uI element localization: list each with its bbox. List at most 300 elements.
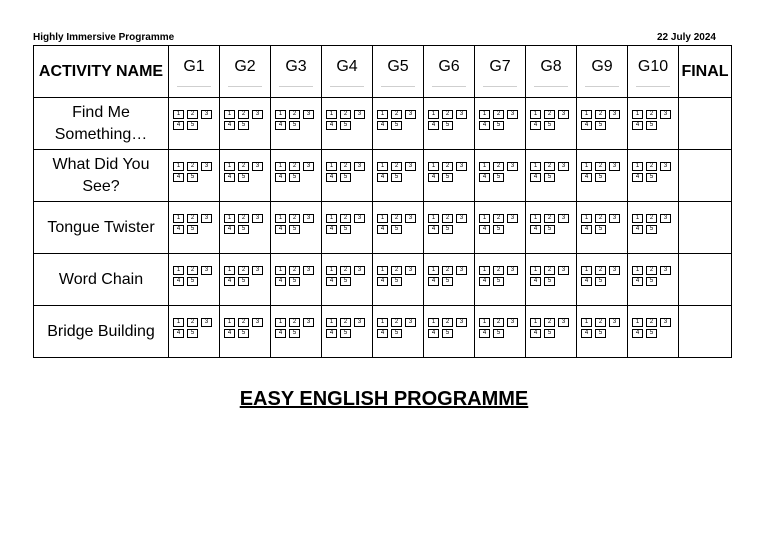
score-box-group [275,162,316,180]
score-option-1[interactable]: 1 [275,110,286,119]
score-option-1[interactable]: 1 [224,162,235,171]
score-option-4[interactable]: 4 [581,277,592,286]
score-box-group [224,266,265,284]
score-option-1[interactable]: 1 [326,214,337,223]
score-option-5[interactable]: 5 [493,225,504,234]
score-option-4[interactable]: 4 [632,173,643,182]
score-option-1[interactable]: 1 [326,266,337,275]
score-option-4[interactable]: 4 [530,173,541,182]
score-box-group [530,110,571,128]
score-option-4[interactable]: 4 [326,225,337,234]
score-option-5[interactable]: 5 [544,173,555,182]
score-option-5[interactable]: 5 [646,173,657,182]
score-option-1[interactable]: 1 [173,162,184,171]
score-cell [628,306,679,358]
activity-row [34,98,732,150]
final-score-cell[interactable] [679,306,732,358]
score-option-4[interactable]: 4 [173,329,184,338]
score-option-3[interactable]: 3 [354,214,365,223]
score-option-1[interactable]: 1 [581,162,592,171]
score-option-2[interactable]: 2 [391,266,402,275]
score-option-5[interactable]: 5 [238,121,249,130]
score-option-5[interactable]: 5 [544,225,555,234]
score-option-3[interactable]: 3 [456,110,467,119]
score-option-4[interactable]: 4 [479,329,490,338]
score-option-1[interactable]: 1 [326,110,337,119]
score-option-1[interactable]: 1 [479,110,490,119]
score-option-5[interactable]: 5 [595,329,606,338]
score-option-2[interactable]: 2 [442,266,453,275]
score-option-4[interactable]: 4 [530,277,541,286]
score-option-2[interactable]: 2 [493,162,504,171]
score-option-5[interactable]: 5 [391,225,402,234]
score-option-1[interactable]: 1 [632,162,643,171]
score-option-2[interactable]: 2 [544,266,555,275]
score-option-4[interactable]: 4 [275,329,286,338]
score-option-5[interactable]: 5 [340,121,351,130]
score-option-2[interactable]: 2 [340,266,351,275]
score-option-3[interactable]: 3 [558,266,569,275]
score-option-4[interactable]: 4 [377,277,388,286]
score-option-1[interactable]: 1 [428,266,439,275]
score-box-group [173,266,214,284]
score-option-4[interactable]: 4 [326,173,337,182]
score-option-5[interactable]: 5 [544,329,555,338]
score-option-3[interactable]: 3 [456,318,467,327]
score-option-1[interactable]: 1 [479,162,490,171]
score-option-5[interactable]: 5 [595,121,606,130]
score-option-4[interactable]: 4 [224,121,235,130]
score-option-5[interactable]: 5 [238,277,249,286]
final-score-cell[interactable] [679,98,732,150]
score-option-5[interactable]: 5 [187,277,198,286]
score-option-2[interactable]: 2 [289,214,300,223]
score-option-4[interactable]: 4 [173,225,184,234]
score-option-2[interactable]: 2 [493,110,504,119]
score-option-3[interactable]: 3 [354,318,365,327]
score-option-2[interactable]: 2 [595,110,606,119]
score-option-1[interactable]: 1 [275,266,286,275]
score-option-3[interactable]: 3 [405,266,416,275]
score-option-1[interactable]: 1 [224,110,235,119]
score-option-5[interactable]: 5 [493,173,504,182]
score-option-1[interactable]: 1 [530,110,541,119]
score-option-3[interactable]: 3 [201,162,212,171]
score-option-2[interactable]: 2 [544,162,555,171]
score-option-3[interactable]: 3 [609,110,620,119]
score-option-3[interactable]: 3 [252,110,263,119]
score-option-3[interactable]: 3 [303,110,314,119]
score-option-3[interactable]: 3 [201,318,212,327]
score-box-group [326,214,367,232]
score-option-3[interactable]: 3 [252,266,263,275]
score-option-2[interactable]: 2 [493,266,504,275]
score-option-1[interactable]: 1 [530,266,541,275]
score-cell [373,150,424,202]
score-option-3[interactable]: 3 [507,318,518,327]
score-option-4[interactable]: 4 [326,329,337,338]
score-cell [220,306,271,358]
score-option-4[interactable]: 4 [224,225,235,234]
score-option-5[interactable]: 5 [289,329,300,338]
score-option-4[interactable]: 4 [479,225,490,234]
score-option-5[interactable]: 5 [595,277,606,286]
score-option-2[interactable]: 2 [238,110,249,119]
score-option-3[interactable]: 3 [558,110,569,119]
score-option-3[interactable]: 3 [456,266,467,275]
score-option-5[interactable]: 5 [442,173,453,182]
score-option-2[interactable]: 2 [187,110,198,119]
score-option-3[interactable]: 3 [456,214,467,223]
score-option-4[interactable]: 4 [275,225,286,234]
score-option-4[interactable]: 4 [377,329,388,338]
score-option-4[interactable]: 4 [224,277,235,286]
score-option-2[interactable]: 2 [238,318,249,327]
score-option-3[interactable]: 3 [252,162,263,171]
score-option-3[interactable]: 3 [609,318,620,327]
score-option-2[interactable]: 2 [340,214,351,223]
score-option-4[interactable]: 4 [377,225,388,234]
score-option-3[interactable]: 3 [405,214,416,223]
score-option-4[interactable]: 4 [275,277,286,286]
score-option-4[interactable]: 4 [173,277,184,286]
score-option-1[interactable]: 1 [632,266,643,275]
score-option-5[interactable]: 5 [595,173,606,182]
score-option-1[interactable]: 1 [479,266,490,275]
score-option-4[interactable]: 4 [581,173,592,182]
score-option-2[interactable]: 2 [289,162,300,171]
group-underline [534,86,568,87]
score-option-4[interactable]: 4 [275,173,286,182]
score-option-2[interactable]: 2 [646,110,657,119]
score-cell [424,306,475,358]
score-option-5[interactable]: 5 [646,121,657,130]
score-option-2[interactable]: 2 [238,266,249,275]
score-cell [577,150,628,202]
score-option-3[interactable]: 3 [507,214,518,223]
score-option-1[interactable]: 1 [581,318,592,327]
group-underline [636,86,670,87]
score-cell [526,254,577,306]
score-option-3[interactable]: 3 [252,318,263,327]
score-option-3[interactable]: 3 [660,318,671,327]
score-option-4[interactable]: 4 [428,173,439,182]
score-option-4[interactable]: 4 [479,277,490,286]
score-option-4[interactable]: 4 [275,121,286,130]
score-option-2[interactable]: 2 [340,318,351,327]
score-option-2[interactable]: 2 [595,214,606,223]
score-option-1[interactable]: 1 [173,266,184,275]
score-option-2[interactable]: 2 [187,214,198,223]
score-option-1[interactable]: 1 [428,162,439,171]
score-option-4[interactable]: 4 [632,277,643,286]
group-underline [228,86,262,87]
score-option-3[interactable]: 3 [201,214,212,223]
score-option-1[interactable]: 1 [530,214,541,223]
activity-name: What Did You See? [34,150,169,202]
score-option-1[interactable]: 1 [581,266,592,275]
score-option-1[interactable]: 1 [530,318,541,327]
score-option-3[interactable]: 3 [507,162,518,171]
score-cell [271,254,322,306]
score-option-2[interactable]: 2 [442,162,453,171]
score-option-2[interactable]: 2 [646,266,657,275]
score-option-3[interactable]: 3 [558,162,569,171]
score-option-4[interactable]: 4 [428,329,439,338]
score-option-5[interactable]: 5 [646,277,657,286]
score-option-4[interactable]: 4 [632,225,643,234]
score-option-2[interactable]: 2 [646,214,657,223]
score-option-1[interactable]: 1 [173,318,184,327]
score-option-3[interactable]: 3 [609,266,620,275]
score-option-1[interactable]: 1 [326,318,337,327]
score-option-4[interactable]: 4 [326,277,337,286]
score-box-group [173,318,214,336]
score-option-1[interactable]: 1 [224,266,235,275]
score-option-5[interactable]: 5 [187,173,198,182]
score-option-5[interactable]: 5 [646,329,657,338]
score-option-5[interactable]: 5 [238,173,249,182]
score-option-4[interactable]: 4 [224,329,235,338]
score-option-2[interactable]: 2 [544,318,555,327]
score-option-4[interactable]: 4 [224,173,235,182]
score-box-group [479,214,520,232]
score-option-3[interactable]: 3 [303,162,314,171]
score-option-1[interactable]: 1 [632,318,643,327]
score-option-3[interactable]: 3 [558,318,569,327]
score-option-1[interactable]: 1 [428,110,439,119]
score-option-4[interactable]: 4 [377,173,388,182]
score-option-5[interactable]: 5 [544,277,555,286]
score-option-4[interactable]: 4 [326,121,337,130]
score-option-5[interactable]: 5 [493,121,504,130]
score-option-2[interactable]: 2 [544,214,555,223]
score-option-2[interactable]: 2 [595,162,606,171]
score-option-3[interactable]: 3 [201,110,212,119]
score-option-2[interactable]: 2 [340,110,351,119]
score-option-5[interactable]: 5 [238,225,249,234]
score-option-5[interactable]: 5 [595,225,606,234]
score-option-5[interactable]: 5 [493,277,504,286]
score-cell [577,98,628,150]
score-option-1[interactable]: 1 [581,110,592,119]
score-option-3[interactable]: 3 [354,110,365,119]
score-option-1[interactable]: 1 [275,162,286,171]
score-option-3[interactable]: 3 [354,266,365,275]
score-option-1[interactable]: 1 [275,318,286,327]
score-option-2[interactable]: 2 [493,214,504,223]
score-option-5[interactable]: 5 [289,173,300,182]
score-option-5[interactable]: 5 [340,173,351,182]
score-option-5[interactable]: 5 [391,329,402,338]
score-option-3[interactable]: 3 [405,162,416,171]
score-option-1[interactable]: 1 [377,214,388,223]
score-option-2[interactable]: 2 [391,162,402,171]
activity-row [34,202,732,254]
score-option-2[interactable]: 2 [646,162,657,171]
score-option-1[interactable]: 1 [173,214,184,223]
score-option-4[interactable]: 4 [377,121,388,130]
score-option-1[interactable]: 1 [275,214,286,223]
score-option-2[interactable]: 2 [289,110,300,119]
score-option-4[interactable]: 4 [173,173,184,182]
score-option-2[interactable]: 2 [391,110,402,119]
activity-row [34,254,732,306]
score-option-5[interactable]: 5 [391,277,402,286]
score-option-1[interactable]: 1 [224,214,235,223]
score-option-2[interactable]: 2 [442,318,453,327]
score-cell [169,150,220,202]
score-option-5[interactable]: 5 [544,121,555,130]
score-option-2[interactable]: 2 [646,318,657,327]
activity-name-header: ACTIVITY NAME [34,46,169,98]
score-option-4[interactable]: 4 [479,173,490,182]
score-option-3[interactable]: 3 [660,162,671,171]
score-option-3[interactable]: 3 [609,214,620,223]
score-option-3[interactable]: 3 [201,266,212,275]
score-option-4[interactable]: 4 [530,329,541,338]
score-option-3[interactable]: 3 [660,214,671,223]
score-option-4[interactable]: 4 [530,121,541,130]
activity-name: Tongue Twister [34,202,169,254]
final-score-cell[interactable] [679,202,732,254]
score-option-2[interactable]: 2 [340,162,351,171]
score-option-4[interactable]: 4 [428,277,439,286]
score-option-5[interactable]: 5 [442,277,453,286]
score-option-3[interactable]: 3 [660,110,671,119]
score-option-5[interactable]: 5 [187,329,198,338]
score-option-3[interactable]: 3 [354,162,365,171]
score-option-4[interactable]: 4 [428,225,439,234]
score-option-5[interactable]: 5 [391,121,402,130]
score-option-4[interactable]: 4 [173,121,184,130]
score-option-4[interactable]: 4 [581,121,592,130]
score-option-1[interactable]: 1 [428,318,439,327]
score-option-3[interactable]: 3 [507,266,518,275]
score-option-1[interactable]: 1 [632,214,643,223]
score-option-1[interactable]: 1 [428,214,439,223]
score-option-5[interactable]: 5 [340,225,351,234]
score-option-3[interactable]: 3 [507,110,518,119]
score-option-2[interactable]: 2 [187,266,198,275]
score-option-1[interactable]: 1 [377,318,388,327]
score-option-5[interactable]: 5 [442,121,453,130]
score-option-3[interactable]: 3 [558,214,569,223]
score-box-group [632,266,673,284]
score-option-5[interactable]: 5 [187,225,198,234]
score-option-3[interactable]: 3 [405,318,416,327]
score-option-2[interactable]: 2 [391,214,402,223]
score-option-4[interactable]: 4 [530,225,541,234]
score-option-1[interactable]: 1 [581,214,592,223]
score-option-5[interactable]: 5 [391,173,402,182]
group-name: G7 [489,58,511,75]
score-option-5[interactable]: 5 [187,121,198,130]
score-option-5[interactable]: 5 [442,329,453,338]
group-underline [330,86,364,87]
score-cell [424,202,475,254]
score-box-group [275,214,316,232]
final-score-cell[interactable] [679,150,732,202]
score-box-group [530,214,571,232]
score-option-2[interactable]: 2 [187,162,198,171]
score-box-group [326,266,367,284]
score-option-3[interactable]: 3 [252,214,263,223]
score-option-5[interactable]: 5 [442,225,453,234]
score-option-2[interactable]: 2 [544,110,555,119]
score-option-2[interactable]: 2 [595,266,606,275]
score-option-5[interactable]: 5 [289,121,300,130]
score-option-1[interactable]: 1 [377,266,388,275]
score-option-1[interactable]: 1 [530,162,541,171]
score-option-5[interactable]: 5 [340,329,351,338]
score-option-5[interactable]: 5 [340,277,351,286]
score-option-3[interactable]: 3 [303,318,314,327]
score-box-group [632,214,673,232]
score-option-4[interactable]: 4 [581,225,592,234]
score-option-1[interactable]: 1 [224,318,235,327]
score-option-2[interactable]: 2 [442,214,453,223]
score-option-1[interactable]: 1 [377,162,388,171]
score-box-group [224,214,265,232]
score-option-4[interactable]: 4 [581,329,592,338]
score-option-3[interactable]: 3 [303,214,314,223]
score-option-4[interactable]: 4 [632,329,643,338]
score-option-1[interactable]: 1 [377,110,388,119]
score-option-4[interactable]: 4 [632,121,643,130]
score-cell [475,150,526,202]
score-option-4[interactable]: 4 [479,121,490,130]
score-option-2[interactable]: 2 [238,162,249,171]
score-option-5[interactable]: 5 [289,277,300,286]
score-option-4[interactable]: 4 [428,121,439,130]
score-option-3[interactable]: 3 [609,162,620,171]
score-option-1[interactable]: 1 [326,162,337,171]
score-cell [322,150,373,202]
score-cell [577,306,628,358]
score-option-5[interactable]: 5 [493,329,504,338]
score-option-2[interactable]: 2 [289,266,300,275]
score-cell [169,306,220,358]
score-option-2[interactable]: 2 [289,318,300,327]
score-option-1[interactable]: 1 [173,110,184,119]
score-option-2[interactable]: 2 [238,214,249,223]
score-cell [526,202,577,254]
score-option-1[interactable]: 1 [479,214,490,223]
score-option-2[interactable]: 2 [442,110,453,119]
score-option-3[interactable]: 3 [405,110,416,119]
score-option-3[interactable]: 3 [456,162,467,171]
score-option-2[interactable]: 2 [391,318,402,327]
group-header-g2 [220,46,271,98]
score-option-1[interactable]: 1 [479,318,490,327]
score-cell [424,98,475,150]
score-box-group [581,214,622,232]
score-option-5[interactable]: 5 [289,225,300,234]
score-box-group [428,214,469,232]
score-option-3[interactable]: 3 [660,266,671,275]
score-option-2[interactable]: 2 [493,318,504,327]
score-option-5[interactable]: 5 [238,329,249,338]
score-option-5[interactable]: 5 [646,225,657,234]
score-option-2[interactable]: 2 [187,318,198,327]
score-option-1[interactable]: 1 [632,110,643,119]
page-title: EASY ENGLISH PROGRAMME [239,388,529,410]
score-option-2[interactable]: 2 [595,318,606,327]
final-score-cell[interactable] [679,254,732,306]
group-underline [432,86,466,87]
score-option-3[interactable]: 3 [303,266,314,275]
